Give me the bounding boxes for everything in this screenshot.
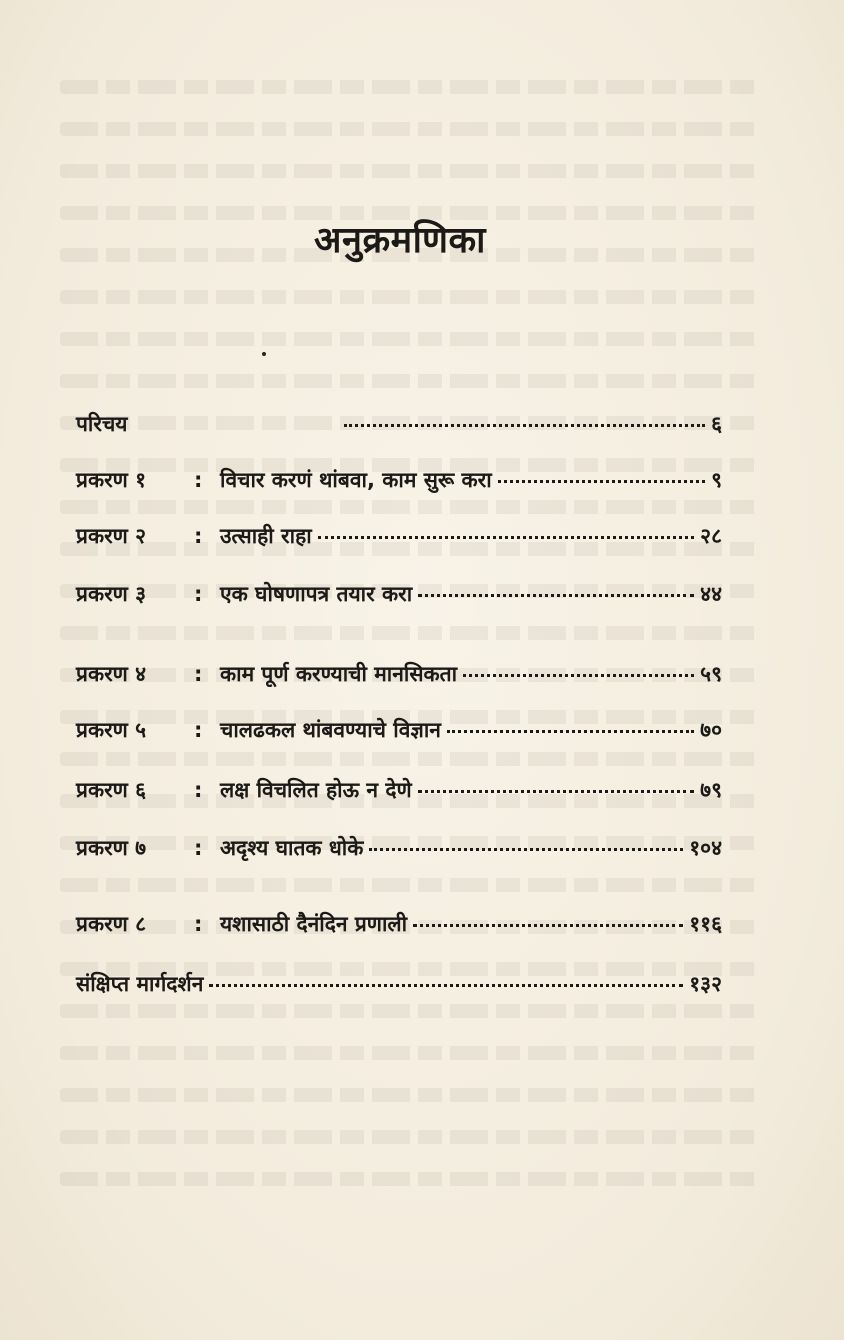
toc-colon: : (194, 524, 203, 548)
toc-entry-chapter-1 (76, 466, 722, 506)
dot-leader (463, 674, 694, 677)
dot-leader (418, 790, 694, 793)
toc-colon: : (194, 468, 203, 492)
dot-leader (318, 536, 694, 539)
dot-leader (413, 924, 683, 927)
dot-leader (344, 424, 705, 427)
dot-leader (447, 730, 694, 733)
toc-entry-chapter-3 (76, 580, 722, 620)
toc-page-number: ७९ (700, 778, 722, 802)
toc-entry-label: प्रकरण २ (76, 524, 147, 548)
toc-colon: : (194, 836, 203, 860)
toc-page-number: १३२ (689, 972, 722, 996)
toc-colon: : (194, 778, 203, 802)
toc-chapter-title: लक्ष विचलित होऊ न देणे (220, 778, 412, 802)
toc-colon: : (194, 662, 203, 686)
toc-page-number: ११६ (689, 912, 722, 936)
ink-dot (262, 352, 266, 356)
toc-chapter-title: विचार करणं थांबवा, काम सुरू करा (220, 468, 492, 492)
toc-chapter-title: एक घोषणापत्र तयार करा (220, 582, 413, 606)
toc-entry-label: प्रकरण ४ (76, 662, 147, 686)
toc-chapter-title: यशासाठी दैनंदिन प्रणाली (220, 912, 408, 936)
toc-entry-label: प्रकरण ८ (76, 912, 147, 936)
toc-chapter-title: उत्साही राहा (220, 524, 312, 548)
toc-entry-label: प्रकरण ६ (76, 778, 147, 802)
toc-page-number: ४४ (700, 582, 722, 606)
page-title: अनुक्रमणिका (314, 220, 486, 261)
dot-leader (418, 594, 694, 597)
dot-leader (498, 480, 705, 483)
toc-colon: : (194, 582, 203, 606)
toc-chapter-title: काम पूर्ण करण्याची मानसिकता (220, 662, 458, 686)
toc-entry-chapter-8 (76, 910, 722, 950)
dot-leader (369, 848, 683, 851)
toc-page-number: ९ (711, 468, 722, 492)
toc-entry-chapter-6 (76, 776, 722, 816)
toc-page-number: ६ (711, 412, 722, 436)
toc-entry-summary (76, 970, 722, 1010)
toc-page-number: ७० (700, 718, 722, 742)
toc-entry-intro (76, 410, 722, 450)
toc-chapter-title: चालढकल थांबवण्याचे विज्ञान (220, 718, 441, 742)
toc-entry-label: प्रकरण ५ (76, 718, 147, 742)
toc-entry-label: संक्षिप्त मार्गदर्शन (76, 972, 204, 996)
toc-entry-label: प्रकरण ३ (76, 582, 147, 606)
toc-entry-chapter-4 (76, 660, 722, 700)
toc-colon: : (194, 718, 203, 742)
toc-entry-label: प्रकरण १ (76, 468, 147, 492)
toc-entry-chapter-2 (76, 522, 722, 562)
toc-entry-chapter-7 (76, 834, 722, 874)
toc-entry-chapter-5 (76, 716, 722, 756)
toc-page-number: २८ (700, 524, 722, 548)
toc-page-number: ५९ (700, 662, 722, 686)
toc-colon: : (194, 912, 203, 936)
toc-entry-label: परिचय (76, 412, 128, 436)
toc-entry-label: प्रकरण ७ (76, 836, 147, 860)
toc-page-number: १०४ (689, 836, 722, 860)
toc-chapter-title: अदृश्य घातक धोके (220, 836, 364, 860)
dot-leader (209, 984, 683, 987)
